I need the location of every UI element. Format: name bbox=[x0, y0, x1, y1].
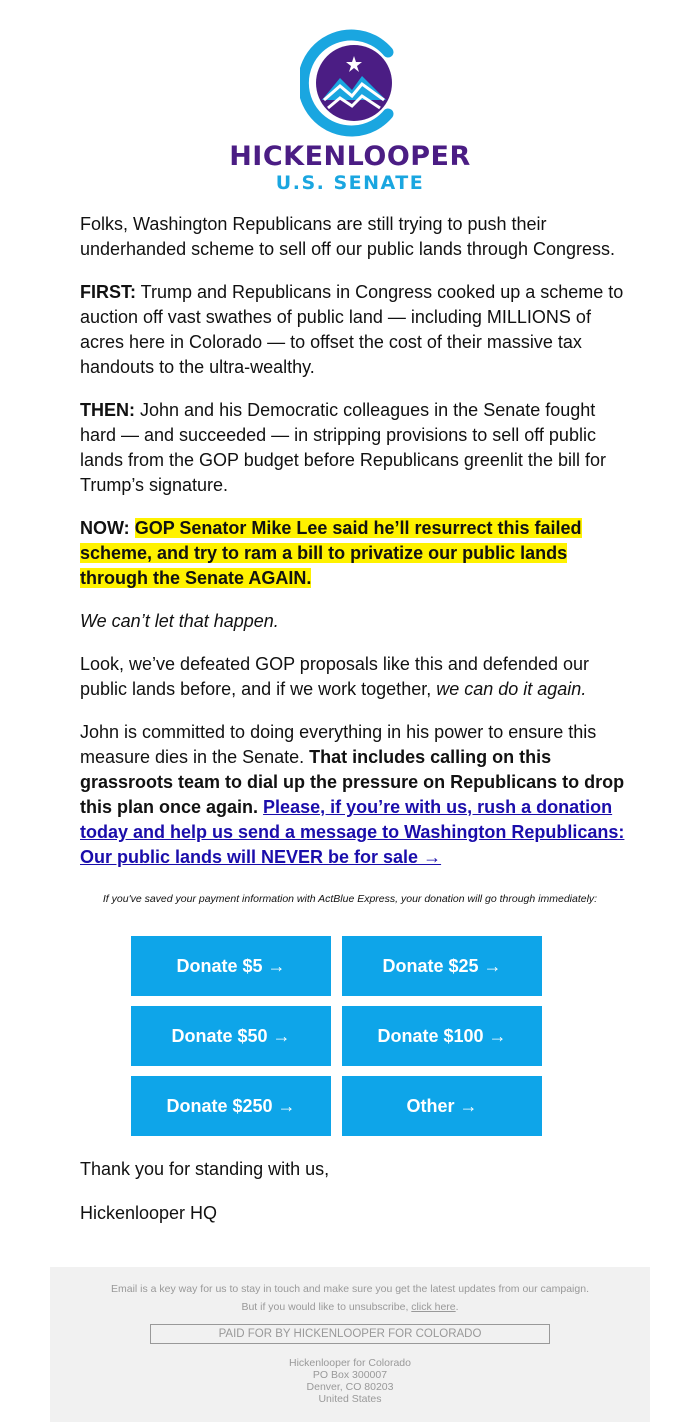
brand-name: HICKENLOOPER bbox=[229, 141, 471, 172]
paragraph-cant-let: We can’t let that happen. bbox=[80, 611, 279, 631]
donate-other-button[interactable]: Other → bbox=[342, 1076, 542, 1136]
donate-25-button[interactable]: Donate $25 → bbox=[342, 936, 542, 996]
highlighted-text: GOP Senator Mike Lee said he’ll resurrect this failed scheme, and try to ram a bill to privatize our public lands through the Senate AGAIN. bbox=[80, 518, 582, 588]
paragraph-intro: Folks, Washington Republicans are still trying to push their underhanded scheme to sell off our public lands through Congress. bbox=[80, 214, 616, 259]
footer-unsubscribe-line: But if you would like to unsubscribe, click here. bbox=[241, 1301, 459, 1313]
brand-subtitle: U.S. SENATE bbox=[275, 172, 425, 194]
thank-you-text: Thank you for standing with us, bbox=[80, 1159, 330, 1179]
paragraph-defeated: Look, we’ve defeated GOP proposals like this and defended our public lands before, and if we work together, we can do it again. bbox=[80, 654, 590, 699]
donate-250-button[interactable]: Donate $250 → bbox=[131, 1076, 331, 1136]
email-footer bbox=[50, 1267, 650, 1422]
signature: Hickenlooper HQ bbox=[80, 1203, 218, 1223]
now-label: NOW: bbox=[80, 518, 130, 538]
donate-50-button[interactable]: Donate $50 → bbox=[131, 1006, 331, 1066]
then-label: THEN: bbox=[80, 400, 135, 420]
paragraph-now bbox=[80, 516, 625, 591]
mountain-logo-icon bbox=[300, 28, 400, 138]
footer-stay-in-touch: Email is a key way for us to stay in touch and make sure you get the latest updates from our campaign. bbox=[111, 1283, 589, 1295]
donate-100-button[interactable]: Donate $100 → bbox=[342, 1006, 542, 1066]
paid-for-disclaimer: PAID FOR BY HICKENLOOPER FOR COLORADO bbox=[150, 1324, 550, 1344]
actblue-express-note: If you've saved your payment information with ActBlue Express, your donation will go through immediately: bbox=[102, 893, 598, 905]
first-label: FIRST: bbox=[80, 282, 136, 302]
email-body bbox=[80, 212, 625, 888]
donate-link[interactable]: Please, if you’re with us, rush a donation today and help us send a message to Washington Republicans: Our public lands will NEVER be for sale → bbox=[80, 797, 625, 867]
donate-5-button[interactable]: Donate $5 → bbox=[131, 936, 331, 996]
campaign-logo bbox=[0, 28, 700, 194]
paragraph-then: THEN: John and his Democratic colleagues in the Senate fought hard — and succeeded — in stripping provisions to sell off public lands from the GOP budget before Republicans greenlit the bill for Trump’s signature. bbox=[80, 400, 606, 495]
paragraph-committed: John is committed to doing everything in his power to ensure this measure dies in the Senate. That includes calling on this grassroots team to dial up the pressure on Republicans to drop this plan once again. Please, if you’re with us, rush a donation today and help us send a message to Washington Republicans: Our public lands will NEVER be for sale → bbox=[80, 722, 625, 867]
mailing-address: Hickenlooper for Colorado PO Box 300007 Denver, CO 80203 United States bbox=[289, 1357, 411, 1405]
paragraph-first: FIRST: Trump and Republicans in Congress cooked up a scheme to auction off vast swathes of public land — including MILLIONS of acres here in Colorado — to offset the cost of their massive tax handouts to the ultra-wealthy. bbox=[80, 282, 624, 377]
unsubscribe-link[interactable]: click here bbox=[411, 1301, 456, 1313]
